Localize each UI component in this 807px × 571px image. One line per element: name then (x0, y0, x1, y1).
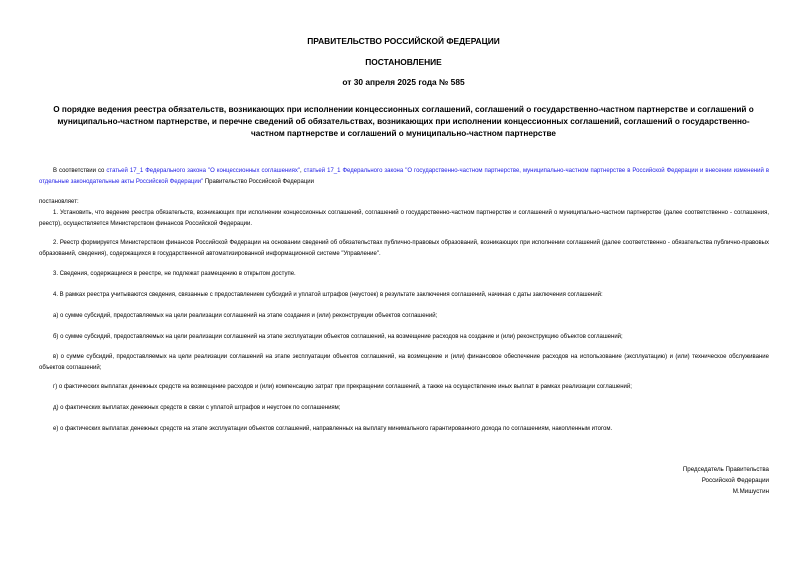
paragraph-2: 2. Реестр формируется Министерством финансов Российской Федерации на основании сведений об обязательствах публично-правовых образований, возникающих при исполнении соглашений (далее соответственно - обязательства публично-правовых образований, сведения), содержащихся в государственной автоматизированной информационной системе "Управление". (39, 240, 769, 257)
resolves-text: постановляет: (39, 199, 79, 205)
law-link-ppp[interactable]: статьей 17_1 Федерального закона "О государственно-частном партнерстве, муниципально-частном партнерстве в Российской Федерации и внесении изменений в отдельные законодательные акты Российской Федерации" (39, 168, 770, 185)
preamble-prefix: В соответствии со (53, 168, 107, 174)
signature-country: Российской Федерации (701, 477, 769, 484)
preamble-separator: , (299, 168, 304, 174)
document-type: ПОСТАНОВЛЕНИЕ (365, 57, 442, 67)
item-b: б) о сумме субсидий, предоставляемых на цели реализации соглашений на этапе эксплуатации объектов соглашений, на возмещение расходов на создание и (или) реконструкцию объектов соглашений; (53, 334, 623, 340)
paragraph-4: 4. В рамках реестра учитываются сведения, связанные с предоставлением субсидий и уплатой штрафов (неустоек) в результате заключения соглашений, начиная с даты заключения соглашений: (53, 292, 603, 298)
item-e: д) о фактических выплатах денежных средств в связи с уплатой штрафов и неустоек по соглашениям; (53, 405, 341, 411)
paragraph-1: 1. Установить, что ведение реестра обязательств, возникающих при исполнении концессионных соглашений, соглашений о государственно-частном партнерстве и соглашений о муниципально-частном партнерстве (далее соответственно - соглашения, реестр), осуществляется Министерством финансов Российской Федерации. (39, 210, 769, 227)
preamble-suffix: Правительство Российской Федерации (203, 178, 314, 185)
signature-name: М.Мишустин (732, 488, 769, 495)
item-a: а) о сумме субсидий, предоставляемых на цели реализации соглашений на этапе создания и (или) реконструкции объектов соглашений; (53, 313, 438, 319)
law-link-concession[interactable]: статьей 17_1 Федерального закона "О концессионных соглашениях" (106, 168, 300, 174)
date-number: от 30 апреля 2025 года № 585 (342, 77, 465, 87)
paragraph-3: 3. Сведения, содержащиеся в реестре, не подлежат размещению в открытом доступе. (53, 271, 296, 277)
signature-block (469, 464, 769, 497)
document-title: О порядке ведения реестра обязательств, возникающих при исполнении концессионных соглашений, соглашений о государственно-частном партнерстве и соглашений о муниципально-частном партнерстве, и перечне сведений об обязательствах, возникающих при исполнении концессионных соглашений, соглашений о государственно-частном партнерстве и соглашений о муниципально-частном партнерстве (53, 105, 754, 138)
preamble (39, 166, 769, 187)
government-heading: ПРАВИТЕЛЬСТВО РОССИЙСКОЙ ФЕДЕРАЦИИ (307, 36, 500, 46)
item-f: е) о фактических выплатах денежных средств на этапе эксплуатации объектов соглашений, направленных на выплату минимального гарантированного дохода по соглашениям, накопленным итогом. (53, 426, 613, 432)
item-d: г) о фактических выплатах денежных средств на возмещение расходов и (или) компенсацию затрат при прекращении соглашений, а также на осуществление иных выплат в рамках реализации соглашений; (53, 384, 632, 390)
item-c: в) о сумме субсидий, предоставляемых на цели реализации соглашений на этапе эксплуатации объектов соглашений, на возмещение и (или) финансовое обеспечение расходов на использование (эксплуатацию) и (или) техническое обслуживание объектов соглашений; (39, 354, 769, 371)
signature-title: Председатель Правительства (682, 466, 769, 473)
